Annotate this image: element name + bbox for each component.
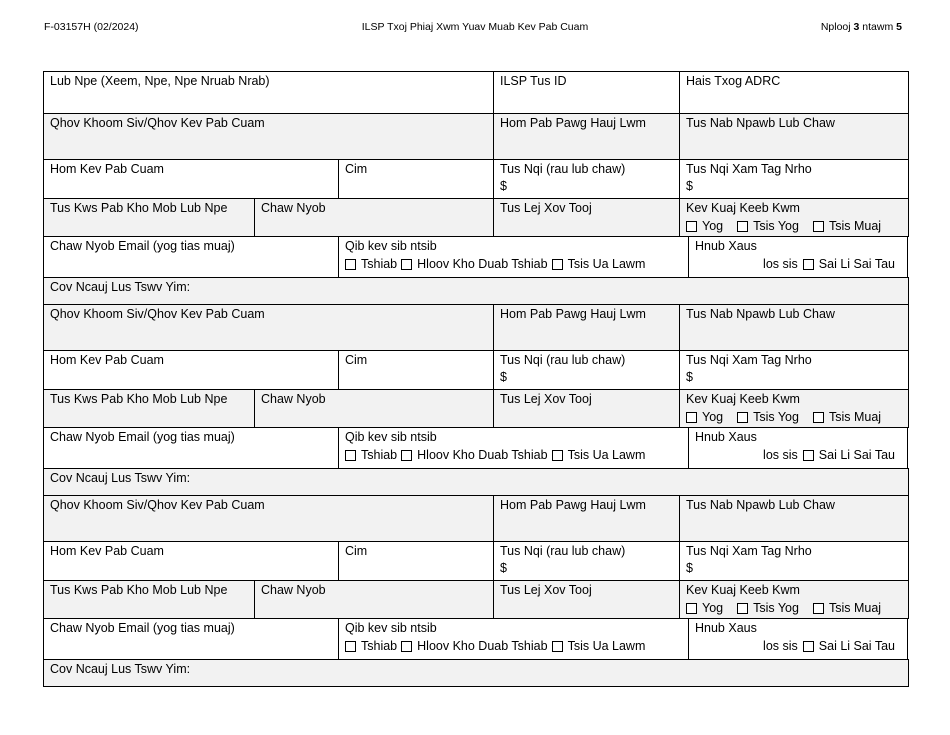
checkbox-icon[interactable] [803, 450, 814, 461]
checkbox-icon[interactable] [552, 641, 563, 652]
identity-row [44, 72, 909, 114]
asap-option[interactable]: Sai Li Sai Tau [803, 256, 895, 273]
phone-field[interactable]: Tus Lej Xov Tooj [494, 581, 680, 618]
ilsp-id-field[interactable]: ILSP Tus ID [494, 72, 680, 113]
category-field[interactable]: Qhov Khoom Siv/Qhov Kev Pab Cuam [44, 114, 494, 159]
provider-count-field[interactable]: Tus Nab Npawb Lub Chaw [680, 305, 909, 350]
email-field[interactable]: Chaw Nyob Email (yog tias muaj) [44, 619, 339, 659]
or-text: los sis [763, 448, 798, 462]
checkbox-icon[interactable] [803, 641, 814, 652]
notes-field[interactable]: Cov Ncauj Lus Tswv Yim: [44, 660, 909, 686]
service-row [44, 351, 909, 390]
checkbox-icon[interactable] [401, 641, 412, 652]
contract-yes[interactable]: Yog [686, 218, 723, 235]
checkbox-icon[interactable] [345, 259, 356, 270]
contact-new[interactable]: Tshiab [345, 638, 397, 655]
funding-field[interactable]: Hom Pab Pawg Hauj Lwm [494, 305, 680, 350]
unit-field[interactable]: Cim [339, 160, 494, 198]
address-field[interactable]: Chaw Nyob [255, 390, 494, 427]
checkbox-icon[interactable] [737, 412, 748, 423]
service-row [44, 542, 909, 581]
contract-field: Kev Kuaj Keeb Kwm Yog Tsis Yog Tsis Muaj [680, 581, 909, 618]
provider-count-field[interactable]: Tus Nab Npawb Lub Chaw [680, 496, 909, 541]
category-field[interactable]: Qhov Khoom Siv/Qhov Kev Pab Cuam [44, 496, 494, 541]
price-field[interactable]: Tus Nqi (rau lub chaw) $ [494, 351, 680, 389]
contract-no[interactable]: Tsis Yog [737, 218, 799, 235]
service-type-field[interactable]: Hom Kev Pab Cuam [44, 542, 339, 580]
address-field[interactable]: Chaw Nyob [255, 199, 494, 236]
contact-new[interactable]: Tshiab [345, 256, 397, 273]
adrc-field[interactable]: Hais Txog ADRC [680, 72, 909, 113]
asap-option[interactable]: Sai Li Sai Tau [803, 638, 895, 655]
checkbox-icon[interactable] [345, 450, 356, 461]
provider-row [44, 199, 909, 237]
email-field[interactable]: Chaw Nyob Email (yog tias muaj) [44, 237, 339, 277]
phone-field[interactable]: Tus Lej Xov Tooj [494, 390, 680, 427]
contract-no[interactable]: Tsis Yog [737, 600, 799, 617]
funding-field[interactable]: Hom Pab Pawg Hauj Lwm [494, 114, 680, 159]
category-field[interactable]: Qhov Khoom Siv/Qhov Kev Pab Cuam [44, 305, 494, 350]
contract-yes[interactable]: Yog [686, 409, 723, 426]
checkbox-icon[interactable] [813, 221, 824, 232]
page-number: Nplooj 3 ntawm 5 [820, 21, 902, 33]
form-id: F-03157H (02/2024) [44, 21, 139, 33]
service-type-field[interactable]: Hom Kev Pab Cuam [44, 351, 339, 389]
contact-update[interactable]: Hloov Kho Duab Tshiab [401, 638, 547, 655]
notes-row [44, 660, 909, 687]
contract-field: Kev Kuaj Keeb Kwm Yog Tsis Yog Tsis Muaj [680, 390, 909, 427]
contract-field: Kev Kuaj Keeb Kwm Yog Tsis Yog Tsis Muaj [680, 199, 909, 236]
service-row [44, 160, 909, 199]
category-row [44, 496, 909, 542]
checkbox-icon[interactable] [345, 641, 356, 652]
checkbox-icon[interactable] [686, 603, 697, 614]
checkbox-icon[interactable] [401, 450, 412, 461]
contract-none[interactable]: Tsis Muaj [813, 409, 881, 426]
price-field[interactable]: Tus Nqi (rau lub chaw) $ [494, 542, 680, 580]
or-text: los sis [763, 639, 798, 653]
checkbox-icon[interactable] [737, 603, 748, 614]
or-text: los sis [763, 257, 798, 271]
contract-yes[interactable]: Yog [686, 600, 723, 617]
checkbox-icon[interactable] [686, 221, 697, 232]
contact-row [44, 428, 909, 469]
total-field[interactable]: Tus Nqi Xam Tag Nrho $ [680, 542, 909, 580]
contact-stop[interactable]: Tsis Ua Lawm [552, 447, 646, 464]
service-plan-form [43, 71, 909, 687]
notes-row [44, 278, 909, 305]
contact-stop[interactable]: Tsis Ua Lawm [552, 256, 646, 273]
total-field[interactable]: Tus Nqi Xam Tag Nrho $ [680, 351, 909, 389]
price-field[interactable]: Tus Nqi (rau lub chaw) $ [494, 160, 680, 198]
checkbox-icon[interactable] [401, 259, 412, 270]
notes-field[interactable]: Cov Ncauj Lus Tswv Yim: [44, 469, 909, 495]
form-title: ILSP Txoj Phiaj Xwm Yuav Muab Kev Pab Cuam [361, 21, 589, 33]
phone-field[interactable]: Tus Lej Xov Tooj [494, 199, 680, 236]
contact-update[interactable]: Hloov Kho Duab Tshiab [401, 447, 547, 464]
contract-none[interactable]: Tsis Muaj [813, 218, 881, 235]
funding-field[interactable]: Hom Pab Pawg Hauj Lwm [494, 496, 680, 541]
unit-field[interactable]: Cim [339, 542, 494, 580]
contract-none[interactable]: Tsis Muaj [813, 600, 881, 617]
category-row [44, 114, 909, 160]
provider-name-field[interactable]: Tus Kws Pab Kho Mob Lub Npe [44, 581, 255, 618]
contact-update[interactable]: Hloov Kho Duab Tshiab [401, 256, 547, 273]
contact-row [44, 619, 909, 660]
provider-row [44, 390, 909, 428]
unit-field[interactable]: Cim [339, 351, 494, 389]
total-field[interactable]: Tus Nqi Xam Tag Nrho $ [680, 160, 909, 198]
email-field[interactable]: Chaw Nyob Email (yog tias muaj) [44, 428, 339, 468]
name-field[interactable]: Lub Npe (Xeem, Npe, Npe Nruab Nrab) [44, 72, 494, 113]
checkbox-icon[interactable] [803, 259, 814, 270]
notes-field[interactable]: Cov Ncauj Lus Tswv Yim: [44, 278, 909, 304]
category-row [44, 305, 909, 351]
notes-row [44, 469, 909, 496]
end-date-field: Hnub Xaus los sis Sai Li Sai Tau [689, 428, 908, 468]
provider-name-field[interactable]: Tus Kws Pab Kho Mob Lub Npe [44, 199, 255, 236]
end-date-field: Hnub Xaus los sis Sai Li Sai Tau [689, 237, 908, 277]
checkbox-icon[interactable] [552, 259, 563, 270]
end-date-field: Hnub Xaus los sis Sai Li Sai Tau [689, 619, 908, 659]
contact-stop[interactable]: Tsis Ua Lawm [552, 638, 646, 655]
checkbox-icon[interactable] [813, 412, 824, 423]
checkbox-icon[interactable] [686, 412, 697, 423]
asap-option[interactable]: Sai Li Sai Tau [803, 447, 895, 464]
provider-count-field[interactable]: Tus Nab Npawb Lub Chaw [680, 114, 909, 159]
contact-new[interactable]: Tshiab [345, 447, 397, 464]
checkbox-icon[interactable] [552, 450, 563, 461]
contact-row [44, 237, 909, 278]
checkbox-icon[interactable] [737, 221, 748, 232]
contract-no[interactable]: Tsis Yog [737, 409, 799, 426]
provider-name-field[interactable]: Tus Kws Pab Kho Mob Lub Npe [44, 390, 255, 427]
service-type-field[interactable]: Hom Kev Pab Cuam [44, 160, 339, 198]
provider-row [44, 581, 909, 619]
contact-method-field: Qib kev sib ntsib Tshiab Hloov Kho Duab Tshiab Tsis Ua Lawm [339, 619, 689, 659]
contact-method-field: Qib kev sib ntsib Tshiab Hloov Kho Duab Tshiab Tsis Ua Lawm [339, 237, 689, 277]
address-field[interactable]: Chaw Nyob [255, 581, 494, 618]
checkbox-icon[interactable] [813, 603, 824, 614]
contact-method-field: Qib kev sib ntsib Tshiab Hloov Kho Duab Tshiab Tsis Ua Lawm [339, 428, 689, 468]
